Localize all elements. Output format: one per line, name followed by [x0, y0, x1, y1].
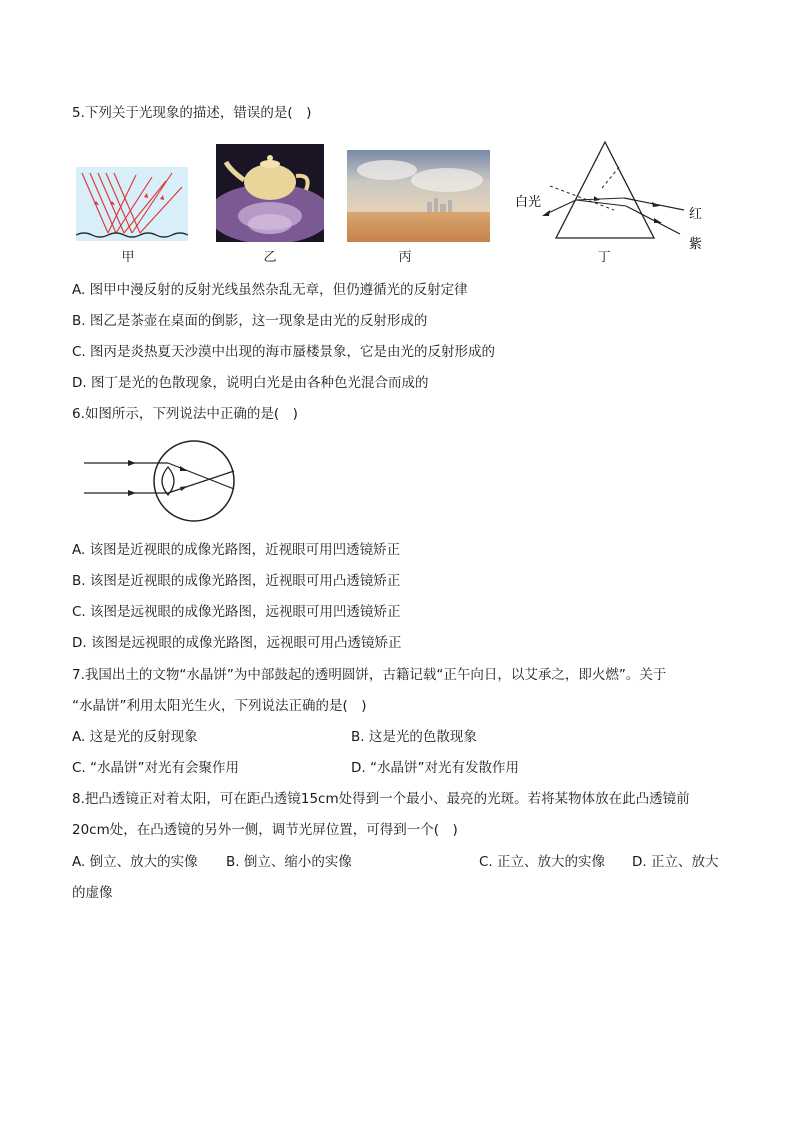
q8-option-b: B. 倒立、缩小的实像 — [226, 854, 352, 870]
q5-stem: 5.下列关于光现象的描述，错误的是( ) — [72, 105, 312, 121]
q8-option-d: D. 正立、放大 — [632, 854, 719, 870]
q7-stem-line1: 7.我国出土的文物“水晶饼”为中部鼓起的透明圆饼，古籍记载“正午向日，以艾承之，即火燃”。关于 — [72, 667, 667, 683]
figure-eye-optics — [84, 437, 240, 527]
prism-label-red: 红 — [689, 207, 703, 222]
q8-option-c: C. 正立、放大的实像 — [479, 854, 606, 870]
q8-stem-line2: 20cm处，在凸透镜的另外一侧，调节光屏位置，可得到一个( ) — [72, 822, 458, 838]
q6-option-a: A. 该图是近视眼的成像光路图，近视眼可用凹透镜矫正 — [72, 542, 401, 558]
q8-option-d-wrap: 的虚像 — [72, 885, 113, 901]
q7-option-a: A. 这是光的反射现象 — [72, 729, 198, 745]
q8-option-a: A. 倒立、放大的实像 — [72, 854, 198, 870]
caption-bing: 丙 — [398, 250, 412, 265]
q5-option-a: A. 图甲中漫反射的反射光线虽然杂乱无章，但仍遵循光的反射定律 — [72, 282, 468, 298]
prism-label-white-light: 白光 — [515, 195, 542, 210]
q6-option-c: C. 该图是远视眼的成像光路图，远视眼可用凹透镜矫正 — [72, 604, 401, 620]
figure-diffuse-reflection — [76, 167, 188, 241]
caption-ding: 丁 — [597, 250, 611, 265]
figure-prism-dispersion — [512, 138, 712, 254]
figure-teapot-reflection — [216, 144, 324, 242]
q6-option-b: B. 该图是近视眼的成像光路图，近视眼可用凸透镜矫正 — [72, 573, 401, 589]
q6-stem: 6.如图所示，下列说法中正确的是( ) — [72, 406, 298, 422]
prism-label-violet: 紫 — [689, 237, 703, 252]
q7-option-c: C. “水晶饼”对光有会聚作用 — [72, 760, 239, 776]
q7-option-b: B. 这是光的色散现象 — [351, 729, 477, 745]
q7-stem-line2: “水晶饼”利用太阳光生火，下列说法正确的是( ) — [72, 698, 367, 714]
caption-jia: 甲 — [121, 250, 135, 265]
figure-mirage — [347, 150, 490, 242]
q5-option-d: D. 图丁是光的色散现象，说明白光是由各种色光混合而成的 — [72, 375, 429, 391]
caption-yi: 乙 — [263, 250, 277, 265]
q7-option-d: D. “水晶饼”对光有发散作用 — [351, 760, 519, 776]
q6-option-d: D. 该图是远视眼的成像光路图，远视眼可用凸透镜矫正 — [72, 635, 402, 651]
q8-stem-line1: 8.把凸透镜正对着太阳，可在距凸透镜15cm处得到一个最小、最亮的光斑。若将某物体放在此凸透镜前 — [72, 791, 690, 807]
q5-option-c: C. 图丙是炎热夏天沙漠中出现的海市蜃楼景象，它是由光的反射形成的 — [72, 344, 496, 360]
q5-option-b: B. 图乙是茶壶在桌面的倒影，这一现象是由光的反射形成的 — [72, 313, 428, 329]
